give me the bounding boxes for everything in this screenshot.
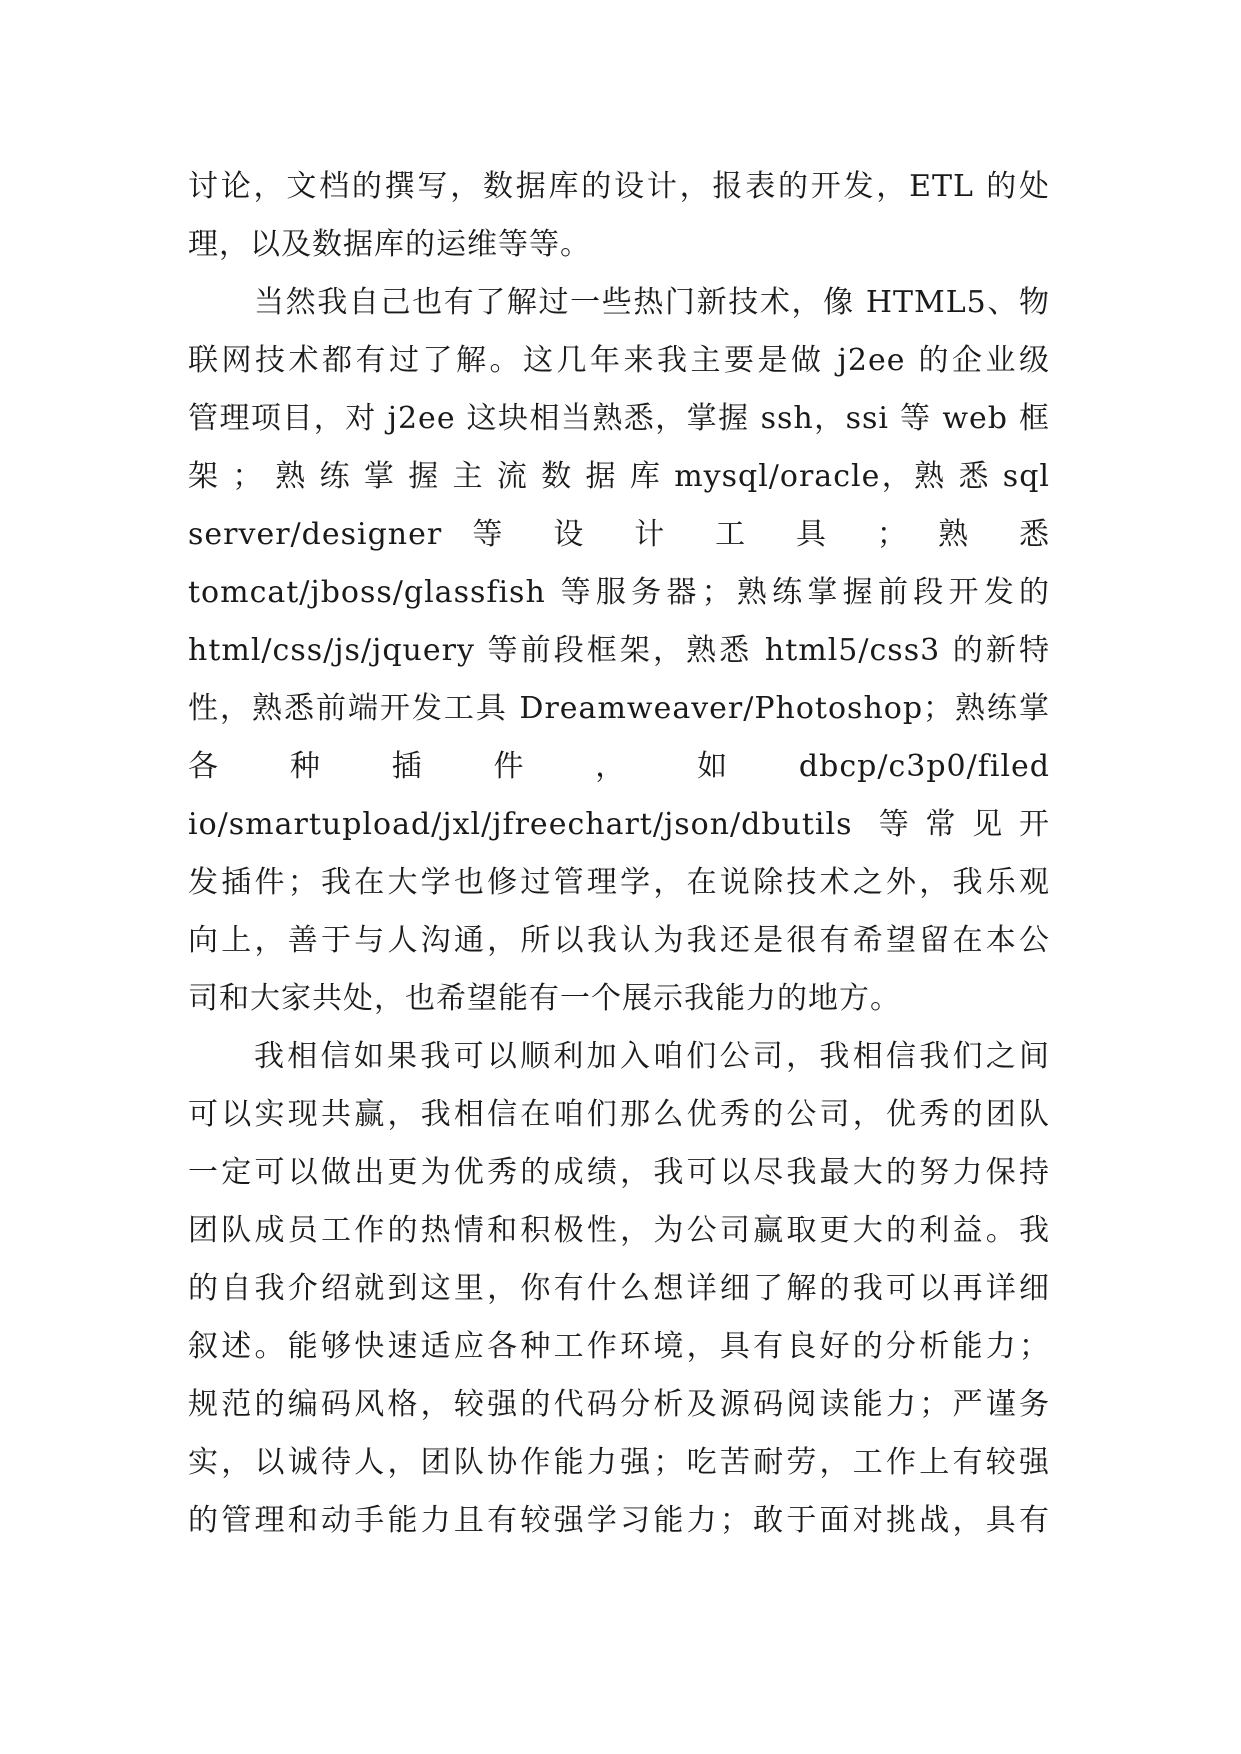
text-line: 团队成员工作的热情和积极性，为公司赢取更大的利益。我 (188, 1213, 1050, 1248)
body-text (188, 158, 1050, 1550)
text-line: server/designer 等 设 计 工 具 ； 熟 悉 (188, 517, 1050, 552)
text-line: 可以实现共赢，我相信在咱们那么优秀的公司，优秀的团队 (188, 1097, 1050, 1132)
text-line: 叙述。能够快速适应各种工作环境，具有良好的分析能力； (188, 1329, 1050, 1364)
text-line: html/css/js/jquery 等前段框架，熟悉 html5/css3 的新特 (188, 633, 1050, 668)
text-line: 一定可以做出更为优秀的成绩，我可以尽我最大的努力保持 (188, 1155, 1050, 1190)
text-line: 的管理和动手能力且有较强学习能力；敢于面对挑战，具有 (188, 1503, 1050, 1538)
text-line: 向上，善于与人沟通，所以我认为我还是很有希望留在本公 (188, 923, 1050, 958)
text-line: 司和大家共处，也希望能有一个展示我能力的地方。 (188, 981, 901, 1016)
text-line: 架 ； 熟 练 掌 握 主 流 数 据 库 mysql/oracle，熟 悉 sql (188, 459, 1050, 494)
text-line: 性，熟悉前端开发工具 Dreamweaver/Photoshop；熟练掌 (188, 691, 1050, 726)
text-line: tomcat/jboss/glassfish 等服务器；熟练掌握前段开发的 (188, 575, 1050, 610)
text-line: 的自我介绍就到这里，你有什么想详细了解的我可以再详细 (188, 1271, 1050, 1306)
text-line: 发插件；我在大学也修过管理学，在说除技术之外，我乐观 (188, 865, 1050, 900)
text-line: 讨论，文档的撰写，数据库的设计，报表的开发，ETL 的处 (188, 169, 1050, 204)
text-line: 我相信如果我可以顺利加入咱们公司，我相信我们之间 (254, 1039, 1050, 1074)
text-line: 管理项目，对 j2ee 这块相当熟悉，掌握 ssh，ssi 等 web 框 (188, 401, 1050, 436)
text-line: 实，以诚待人，团队协作能力强；吃苦耐劳，工作上有较强 (188, 1445, 1050, 1480)
text-line: 规范的编码风格，较强的代码分析及源码阅读能力；严谨务 (188, 1387, 1050, 1422)
text-line: 当然我自己也有了解过一些热门新技术，像 HTML5、物 (254, 285, 1050, 320)
text-line: io/smartupload/jxl/jfreechart/json/dbutils 等常见开 (188, 807, 1050, 842)
text-line: 理，以及数据库的运维等等。 (188, 227, 591, 262)
text-line: 各 种 插 件 ， 如 dbcp/c3p0/filed (188, 749, 1050, 784)
text-line: 联网技术都有过了解。这几年来我主要是做 j2ee 的企业级 (188, 343, 1050, 378)
